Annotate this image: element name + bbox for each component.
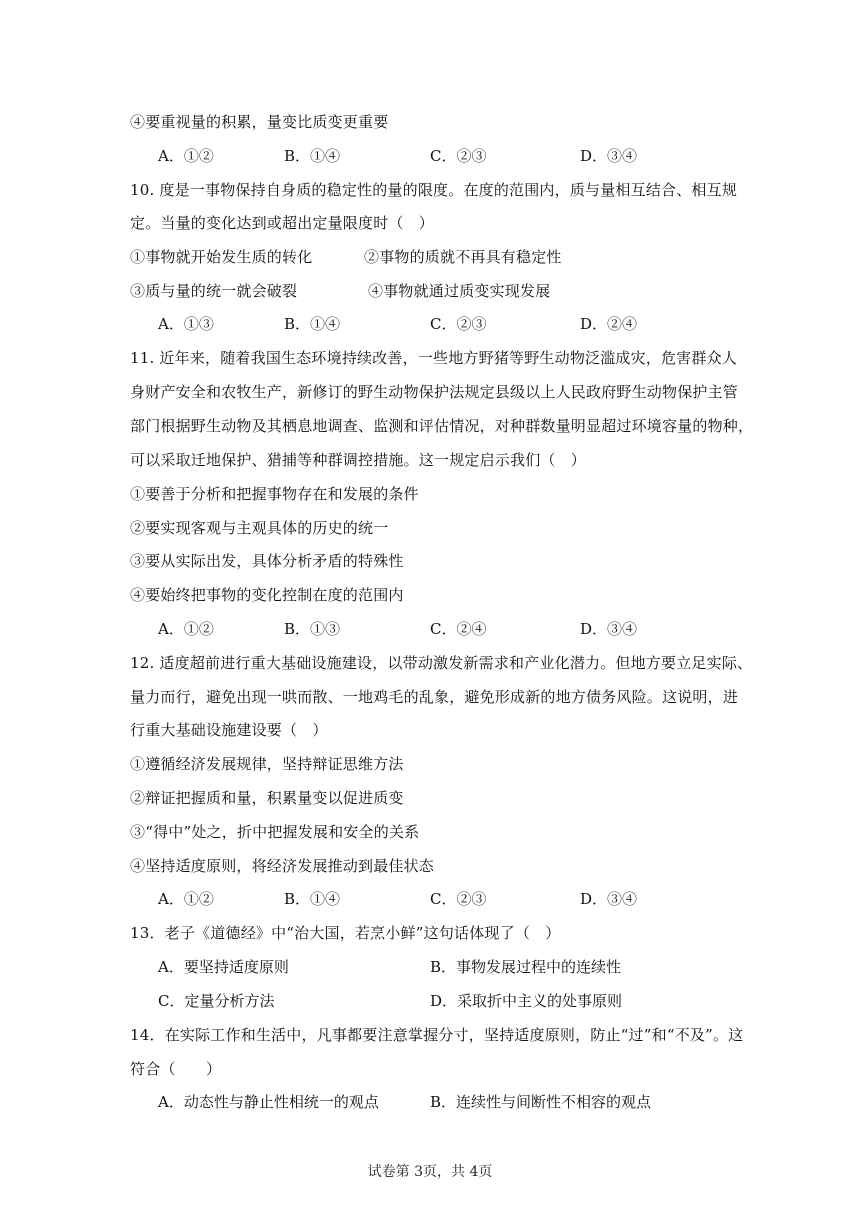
options-q9 bbox=[158, 146, 758, 166]
option-c[interactable]: C．②④ bbox=[430, 620, 487, 638]
statement-q10-1: ①事物就开始发生质的转化 bbox=[130, 248, 313, 266]
statement-q10-4: ④事物就通过质变实现发展 bbox=[368, 282, 551, 300]
option-b[interactable]: B．①④ bbox=[284, 315, 341, 333]
page-footer: 试卷第 3页，共 4页 bbox=[367, 1164, 493, 1180]
statement-q12-4: ④坚持适度原则，将经济发展推动到最佳状态 bbox=[130, 857, 435, 875]
statement-q11-2: ②要实现客观与主观具体的历史的统一 bbox=[130, 519, 389, 537]
option-b[interactable]: B．①③ bbox=[284, 620, 341, 638]
option-d[interactable]: D．③④ bbox=[580, 890, 638, 908]
question-11-text: 身财产安全和农牧生产，新修订的野生动物保护法规定县级以上人民政府野生动物保护主管 bbox=[130, 383, 739, 401]
option-d[interactable]: D．③④ bbox=[580, 147, 638, 165]
options-q12 bbox=[158, 889, 758, 909]
statement-q12-2: ②辩证把握质和量，积累量变以促进质变 bbox=[130, 789, 404, 807]
option-b[interactable]: B．连续性与间断性不相容的观点 bbox=[430, 1093, 652, 1111]
question-10-text: 10. 度是一事物保持自身质的稳定性的量的限度。在度的范围内，质与量相互结合、相互规 bbox=[130, 181, 738, 199]
statement-q11-3: ③要从实际出发，具体分析矛盾的特殊性 bbox=[130, 552, 404, 570]
option-c[interactable]: C．②③ bbox=[430, 147, 487, 165]
option-a[interactable]: A．动态性与静止性相统一的观点 bbox=[158, 1093, 379, 1111]
option-a[interactable]: A．①② bbox=[158, 147, 214, 165]
statement-q11-4: ④要始终把事物的变化控制在度的范围内 bbox=[130, 586, 404, 604]
question-12-text: 量力而行，避免出现一哄而散、一地鸡毛的乱象，避免形成新的地方债务风险。这说明，进 bbox=[130, 688, 739, 706]
question-12-text: 12. 适度超前进行重大基础设施建设，以带动激发新需求和产业化潜力。但地方要立足实际、 bbox=[130, 654, 753, 672]
options-q10 bbox=[158, 314, 758, 334]
option-d[interactable]: D．采取折中主义的处事原则 bbox=[430, 992, 623, 1010]
options-q11 bbox=[158, 619, 758, 639]
option-a[interactable]: A．要坚持适度原则 bbox=[158, 958, 289, 976]
statement-q11-1: ①要善于分析和把握事物存在和发展的条件 bbox=[130, 485, 419, 503]
options-q13 bbox=[158, 957, 758, 977]
option-a[interactable]: A．①③ bbox=[158, 315, 214, 333]
statement-q12-3: ③“得中”处之，折中把握发展和安全的关系 bbox=[130, 823, 420, 841]
option-c[interactable]: C．②③ bbox=[430, 890, 487, 908]
option-b[interactable]: B．①④ bbox=[284, 147, 341, 165]
question-11-text: 11. 近年来，随着我国生态环境持续改善，一些地方野猪等野生动物泛滥成灾，危害群众人 bbox=[130, 349, 738, 367]
option-c[interactable]: C．定量分析方法 bbox=[158, 992, 275, 1010]
question-13-text: 13．老子《道德经》中“治大国，若烹小鲜”这句话体现了（ ） bbox=[130, 924, 561, 942]
options-q14 bbox=[158, 1092, 758, 1112]
question-11-text: 可以采取迁地保护、猎捕等种群调控措施。这一规定启示我们（ ） bbox=[130, 451, 587, 469]
question-11-text: 部门根据野生动物及其栖息地调查、监测和评估情况，对种群数量明显超过环境容量的物种， bbox=[130, 417, 754, 435]
option-a[interactable]: A．①② bbox=[158, 890, 214, 908]
option-d[interactable]: D．③④ bbox=[580, 620, 638, 638]
options-q13 bbox=[158, 991, 758, 1011]
question-12-text: 行重大基础设施建设要（ ） bbox=[130, 721, 328, 739]
question-10-text: 定。当量的变化达到或超出定量限度时（ ） bbox=[130, 214, 435, 232]
statement-q12-1: ①遵循经济发展规律，坚持辩证思维方法 bbox=[130, 755, 404, 773]
question-14-text: 符合（ ） bbox=[130, 1060, 222, 1078]
option-d[interactable]: D．②④ bbox=[580, 315, 638, 333]
statement-q9-4: ④要重视量的积累，量变比质变更重要 bbox=[130, 113, 389, 131]
option-b[interactable]: B．事物发展过程中的连续性 bbox=[430, 958, 622, 976]
statement-q10-3: ③质与量的统一就会破裂 bbox=[130, 282, 298, 300]
statement-q10-2: ②事物的质就不再具有稳定性 bbox=[364, 248, 562, 266]
option-b[interactable]: B．①④ bbox=[284, 890, 341, 908]
option-c[interactable]: C．②③ bbox=[430, 315, 487, 333]
question-14-text: 14．在实际工作和生活中，凡事都要注意掌握分寸，坚持适度原则，防止“过”和“不及”。这 bbox=[130, 1026, 744, 1044]
option-a[interactable]: A．①② bbox=[158, 620, 214, 638]
